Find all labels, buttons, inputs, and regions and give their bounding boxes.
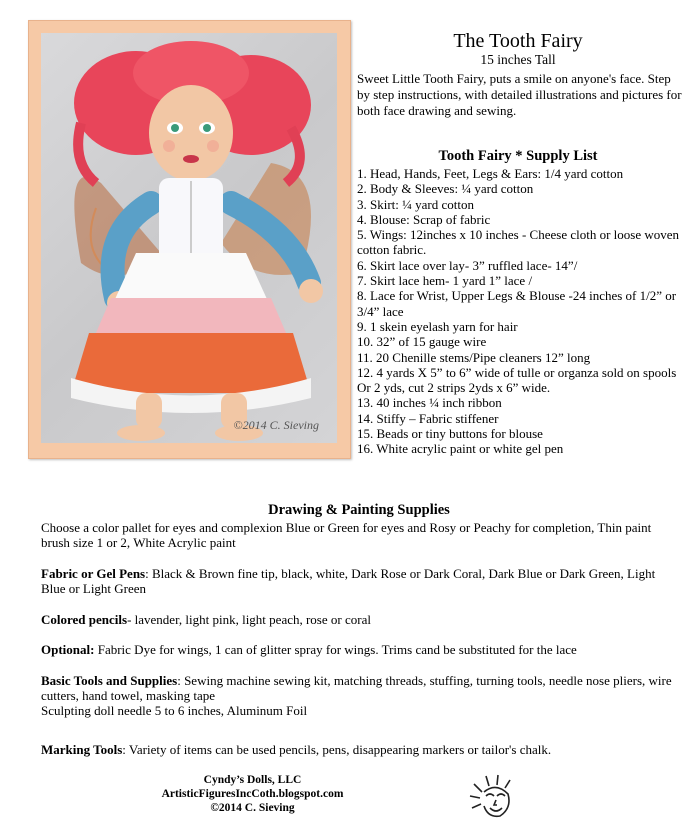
drawing-supplies-heading: Drawing & Painting Supplies [268, 502, 450, 518]
pens-text: : Black & Brown fine tip, black, white, Dark Rose or Dark Coral, Dark Blue or Dark Green, Light Blue or Light Green [41, 566, 656, 596]
marking-text: : Variety of items can be used pencils, pens, disappearing markers or tailor's chalk. [122, 742, 552, 757]
photo-frame [28, 20, 351, 459]
pencils-label: Colored pencils [41, 612, 128, 627]
sun-face-logo-icon [466, 772, 522, 824]
footer-copyright: ©2014 C. Sieving [210, 802, 295, 814]
footer-company: Cyndy’s Dolls, LLC [203, 774, 302, 786]
supply-item: 1. Head, Hands, Feet, Legs & Ears: 1/4 yard cotton [357, 166, 624, 181]
tools-section [41, 673, 681, 718]
optional-text: Fabric Dye for wings, 1 can of glitter spray for wings. Trims cand be substituted for the lace [94, 642, 577, 657]
footer-blog: ArtisticFiguresIncCoth.blogspot.com [161, 788, 344, 800]
supply-item: 12. 4 yards X 5” to 6” wide of tulle or organza sold on spools Or 2 yds, cut 2 strips 2yds x 6” wide. [357, 364, 677, 396]
supply-item: 9. 1 skein eyelash yarn for hair [357, 318, 518, 334]
tools-text: : Sewing machine sewing kit, matching threads, stuffing, turning tools, needle nose pliers, wire cutters, hand towel, masking tape [41, 673, 672, 703]
supply-item: 10. 32” of 15 gauge wire [357, 334, 487, 350]
optional-section [41, 642, 681, 657]
intro-paragraph: Sweet Little Tooth Fairy, puts a smile on anyone's face. Step by step instructions, with detailed illustrations and pictures for both face drawing and sewing. [357, 71, 682, 118]
drawing-intro: Choose a color pallet for eyes and complexion Blue or Green for eyes and Rosy or Peachy for completion, Thin paint brush size 1 or 2, White Acrylic paint [41, 520, 652, 550]
supply-item: 14. Stiffy – Fabric stiffener [357, 410, 499, 426]
supply-item: 11. 20 Chenille stems/Pipe cleaners 12” long [357, 349, 591, 365]
supply-item: 5. Wings: 12inches x 10 inches - Cheese cloth or loose woven cotton fabric. [357, 227, 680, 258]
tooth-fairy-doll-illustration [41, 33, 337, 443]
page-title: The Tooth Fairy [453, 30, 583, 52]
footer [145, 773, 360, 815]
optional-label: Optional: [41, 642, 95, 657]
marking-section [41, 742, 681, 757]
pencils-section [41, 612, 681, 627]
page-subtitle: 15 inches Tall [480, 52, 556, 67]
pens-label: Fabric or Gel Pens [41, 566, 146, 581]
pencils-text: - lavender, light pink, light peach, rose or coral [127, 612, 371, 627]
doll-photo [41, 33, 337, 443]
supply-item: 6. Skirt lace over lay- 3” ruffled lace- 14”/ [357, 257, 578, 273]
supply-item: 2. Body & Sleeves: ¼ yard cotton [357, 181, 534, 197]
supply-item: 4. Blouse: Scrap of fabric [357, 211, 491, 227]
title-block [357, 30, 679, 68]
supply-list [357, 166, 685, 457]
tools-text-line2: Sculpting doll needle 5 to 6 inches, Aluminum Foil [41, 703, 308, 718]
photo-copyright: ©2014 C. Sieving [233, 418, 319, 432]
supply-item: 16. White acrylic paint or white gel pen [357, 441, 564, 457]
supply-item: 7. Skirt lace hem- 1 yard 1” lace / [357, 273, 533, 289]
supply-item: 15. Beads or tiny buttons for blouse [357, 426, 543, 442]
supply-item: 8. Lace for Wrist, Upper Legs & Blouse -24 inches of 1/2” or 3/4” lace [357, 288, 677, 319]
supply-list-heading: Tooth Fairy * Supply List [438, 148, 598, 164]
pens-section [41, 566, 681, 596]
marking-label: Marking Tools [41, 742, 123, 757]
supply-item: 13. 40 inches ¼ inch ribbon [357, 395, 502, 411]
supply-item: 3. Skirt: ¼ yard cotton [357, 196, 474, 212]
tools-label: Basic Tools and Supplies [41, 673, 178, 688]
